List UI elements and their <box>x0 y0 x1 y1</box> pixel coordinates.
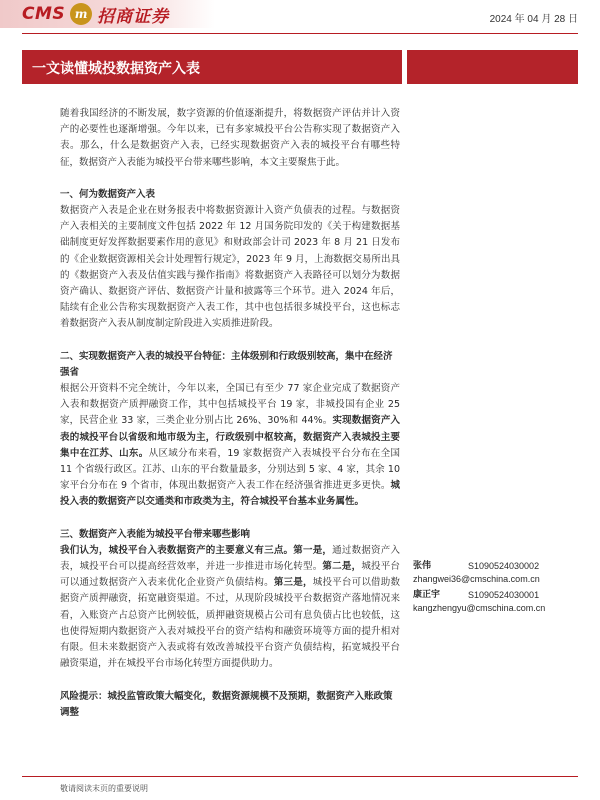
section-3-text-1: 通过数据资产入表，城投平台可以提高经营效率，并进一步推进市场化转型。 <box>60 544 400 573</box>
analyst-email[interactable]: kangzhengyu@cmschina.com.cn <box>413 603 546 613</box>
section-3-third: 第三是， <box>273 577 313 589</box>
analyst-card <box>413 560 583 586</box>
section-2-bold-2: 城投入表的数据资产以交通类和市政类为主，符合城投平台基本业务属性。 <box>60 480 400 508</box>
analyst-panel <box>413 560 583 618</box>
header <box>0 0 600 40</box>
company-logo <box>22 2 169 26</box>
section-3-heading: 三、数据资产入表能为城投平台带来哪些影响 <box>60 528 251 540</box>
section-2-body <box>60 381 400 511</box>
section-2-text-2: 从区域分布来看，19 家数据资产入表城投平台分布在全国 11 个省级行政区。江苏、山东的平台数量最多，分别达到 5 家、4 家，其余 10 家平台分布在 9 个省市，体现出数据资产入表工作在经济强省推进更多更快。 <box>60 447 400 492</box>
section-1-body: 数据资产入表是企业在财务报表中将数据资源计入资产负债表的过程。与数据资产入表相关的主要制度文件包括 2022 年 12 月国务院印发的《关于构建数据基础制度更好发挥数据要素作用的意见》和财政部会计司 2023 年 8 月 21 日发布的《企业数据资源相关会计处理暂行规定》，2023 年 9 月，上海数据交易所出具的《数据资产入表及估值实践与操作指南》将数据资产入表路径可以划分为数据资产确认、数据资产评估、数据资产计量和披露等三个环节。进入 2024 年后，陆续有企业公告称实现数据资产入表工作，其中也包括很多城投平台，这也标志着数据资产入表从制度制定阶段进入实质推进阶段。 <box>60 205 400 330</box>
intro-paragraph: 随着我国经济的不断发展，数字资源的价值逐渐提升，将数据资产评估并计入资产的必要性也逐渐增强。今年以来，已有多家城投平台公告称实现了数据资产入表。那么，什么是数据资产入表，已经实现数据资产入表的城投平台有哪些特征，数据资产入表能为城投平台带来哪些影响，本文主要聚焦于此。 <box>60 108 400 168</box>
section-2-heading: 二、实现数据资产入表的城投平台特征：主体级别和行政级别较高，集中在经济强省 <box>60 350 393 378</box>
report-title: 一文读懂城投数据资产入表 <box>32 61 200 77</box>
section-3-text-3: 城投平台可以借助数据资产质押融资，拓宽融资渠道。不过，从现阶段城投平台数据资产落地情况来看，入账资产占总资产比例较低，质押融资规模占公司有息负债占比也较低，这也使得短期内数据资产入表对城投平台的资产结构和融资环境等方面的提升相对有限。但未来数据资产入表或将有效改善城投平台资产负债结构，拓宽城投平台融资渠道，并在城投平台市场化转型方面提供助力。 <box>60 577 400 670</box>
analyst-license: S1090524030001 <box>468 590 540 600</box>
logo-text-en: CMS <box>22 4 66 24</box>
analyst-name: 张伟 <box>413 561 432 571</box>
analyst-email[interactable]: zhangwei36@cmschina.com.cn <box>413 574 540 584</box>
analyst-license: S1090524030002 <box>468 561 540 571</box>
footer-note: 敬请阅读末页的重要说明 <box>60 784 148 793</box>
section-3-lead: 我们认为，城投平台入表数据资产的主要意义有三点。第一是， <box>60 544 333 556</box>
title-bar <box>22 50 402 84</box>
report-body <box>60 106 400 721</box>
section-3-second: 第二是， <box>322 561 362 573</box>
section-3-body <box>60 543 400 673</box>
section-3-text-2: 城投平台可以通过数据资产入表来优化企业资产负债结构。 <box>60 561 400 589</box>
section-2-bold-1: 实现数据资产入表的城投平台以省级和地市级为主，行政级别中枢较高，数据资产入表城投主要集中在江苏、山东。 <box>60 415 400 459</box>
section-2-text-1: 根据公开资料不完全统计，今年以来，全国已有至少 77 家企业完成了数据资产入表和数据资产质押融资工作，其中包括城投平台 19 家，非城投国有企业 25 家，民营企业 33 家，三类企业分别占比 26%、30%和 44%。 <box>60 383 400 427</box>
analyst-card <box>413 589 583 615</box>
logo-mark-icon: m <box>70 3 92 25</box>
footer-divider <box>22 776 578 777</box>
logo-text-cn: 招商证券 <box>97 6 170 27</box>
header-divider <box>22 33 578 34</box>
report-date: 2024 年 04 月 28 日 <box>489 14 578 25</box>
analyst-name: 康正宇 <box>413 590 441 600</box>
section-1-heading: 一、何为数据资产入表 <box>60 188 156 200</box>
risk-warning: 风险提示：城投监管政策大幅变化，数据资源规模不及预期，数据资产入账政策调整 <box>60 690 393 718</box>
title-side-block <box>407 50 578 84</box>
